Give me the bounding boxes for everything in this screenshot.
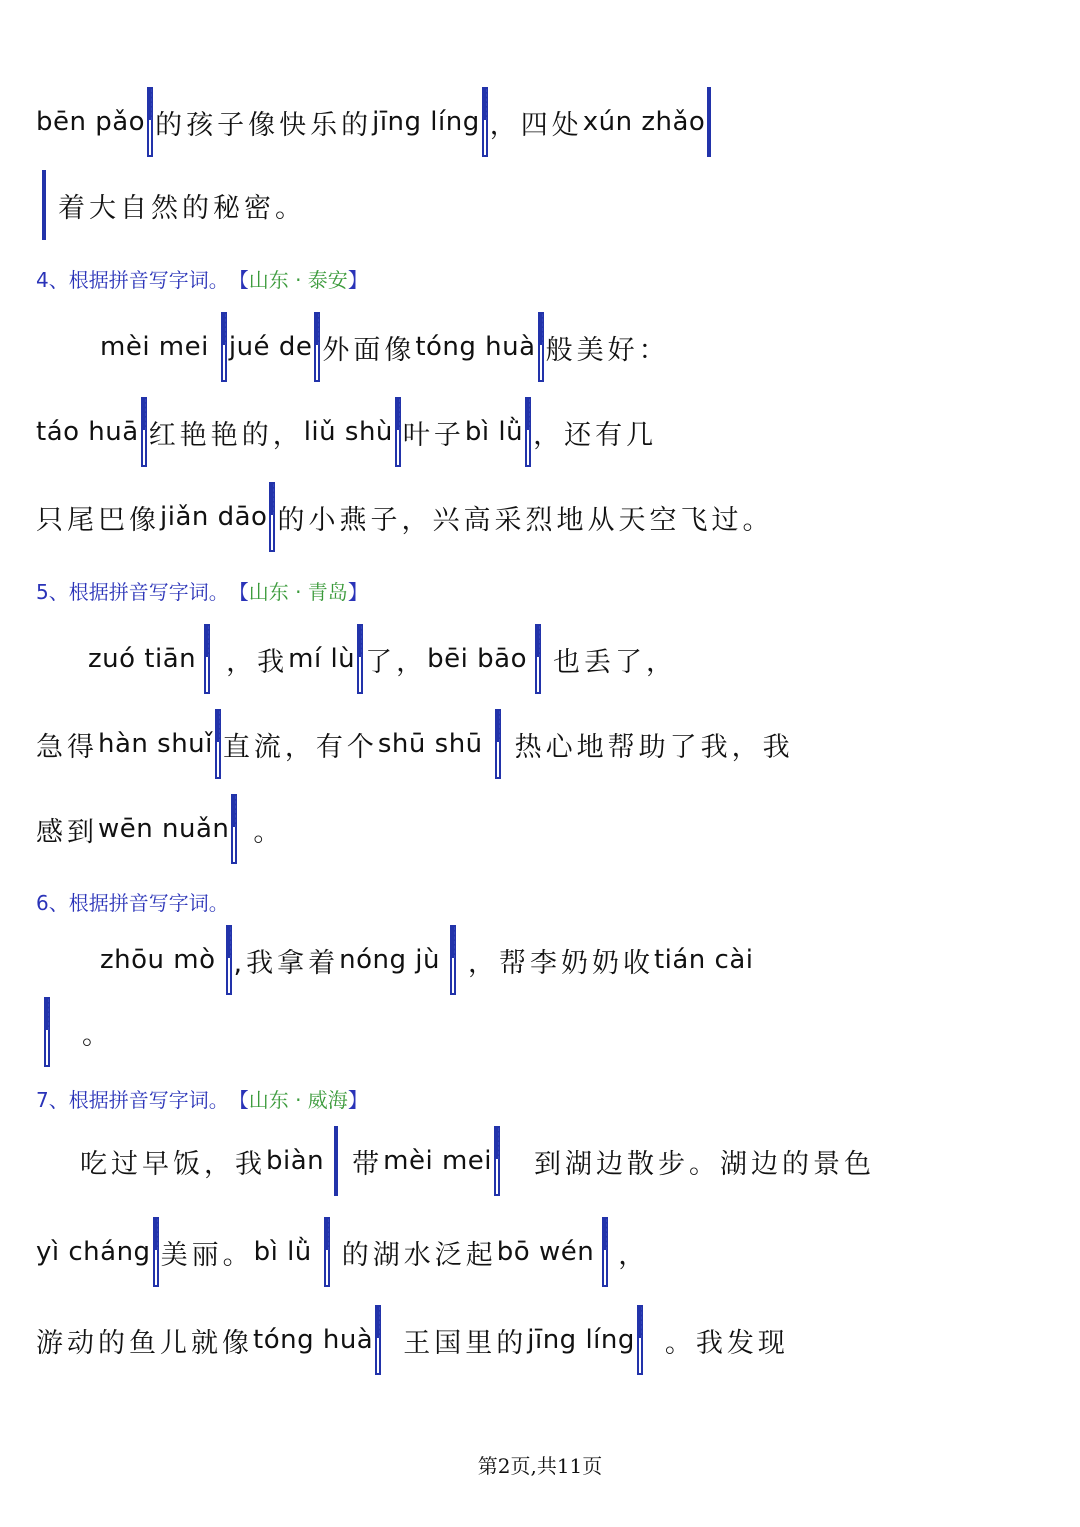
answer-box[interactable]	[269, 482, 275, 552]
answer-box[interactable]	[375, 1305, 381, 1375]
bracket: 【	[228, 580, 249, 604]
answer-line	[36, 794, 284, 864]
answer-box[interactable]	[221, 312, 227, 382]
pinyin-text: bēi bāo	[427, 644, 528, 674]
sentence-text: 也丢了，	[553, 646, 678, 678]
pinyin-text: xún zhǎo	[582, 107, 706, 137]
answer-box[interactable]	[535, 624, 541, 694]
sentence-text: 只尾巴像	[36, 504, 160, 536]
sentence-text: 带	[352, 1148, 384, 1180]
answer-box[interactable]	[226, 925, 232, 995]
pinyin-text: bēn pǎo	[36, 107, 146, 137]
sentence-text: ，我	[226, 646, 289, 678]
sentence-text: 的湖水泛起	[341, 1239, 497, 1271]
page-number-footer: 第2页,共11页	[477, 1454, 603, 1478]
source-location: 山东 · 泰安	[248, 268, 348, 292]
answer-line	[100, 925, 754, 995]
answer-box[interactable]	[204, 624, 210, 694]
sentence-text: 到湖边散步。湖边的景色	[534, 1148, 875, 1180]
question-title	[36, 576, 368, 605]
pinyin-text: zuó tiān	[88, 644, 197, 674]
answer-box[interactable]	[231, 794, 237, 864]
answer-line	[36, 397, 657, 467]
sentence-text: 感到	[36, 816, 98, 848]
answer-box[interactable]	[324, 1217, 330, 1287]
sentence-text: 王国里的	[403, 1327, 528, 1359]
bracket: 】	[347, 1088, 368, 1112]
answer-box[interactable]	[538, 312, 544, 382]
sentence-text: 美丽。	[160, 1239, 254, 1271]
answer-box[interactable]	[395, 397, 401, 467]
pinyin-text: táo huā	[36, 417, 139, 447]
sentence-text: 般美好：	[545, 334, 670, 366]
pinyin-text: shū shū	[377, 729, 483, 759]
pinyin-text: bì lǜ	[464, 417, 524, 447]
answer-box[interactable]	[314, 312, 320, 382]
pinyin-text: biàn	[266, 1146, 325, 1176]
answer-line	[36, 482, 773, 552]
answer-box[interactable]	[357, 624, 363, 694]
sentence-text: 吃过早饭，我	[80, 1148, 266, 1180]
bracket: 【	[228, 1088, 249, 1112]
pinyin-text: mèi mei	[383, 1146, 492, 1176]
pinyin-text: tóng huà	[253, 1325, 374, 1355]
pinyin-text: nóng jù	[339, 945, 440, 975]
sentence-text: ,我拿着	[233, 947, 340, 979]
pinyin-text: jīng líng	[372, 107, 480, 137]
question-title	[36, 1084, 368, 1113]
sentence-text: 。	[253, 816, 285, 848]
answer-box[interactable]	[42, 170, 46, 240]
sentence-text: ，还有几	[533, 419, 658, 451]
answer-box[interactable]	[707, 87, 711, 157]
pinyin-text: mèi mei	[100, 332, 209, 362]
sentence-text: 的小燕子，兴高采烈地从天空飞过。	[277, 504, 774, 536]
bracket: 】	[347, 268, 368, 292]
answer-box[interactable]	[495, 709, 501, 779]
source-location: 山东 · 威海	[248, 1088, 348, 1112]
answer-line	[100, 312, 670, 382]
question-title	[36, 264, 368, 293]
pinyin-text: bì lǜ	[253, 1237, 312, 1267]
pinyin-text: liǔ shù	[303, 417, 393, 447]
answer-line	[36, 709, 794, 779]
question-number-title: 5、根据拼音写字词。	[36, 580, 229, 604]
question-title	[36, 887, 229, 916]
pinyin-text: tóng huà	[415, 332, 536, 362]
pinyin-text: yì cháng	[36, 1237, 151, 1267]
sentence-text: 。我发现	[664, 1327, 789, 1359]
pinyin-text: hàn shuǐ	[98, 729, 213, 759]
pinyin-text: mí lù	[288, 644, 356, 674]
pinyin-text: jué de	[228, 332, 313, 362]
sentence-text: 红艳艳的，	[148, 419, 304, 451]
answer-box[interactable]	[602, 1217, 608, 1287]
sentence-text: 的孩子像快乐的	[155, 109, 373, 141]
pinyin-text: zhōu mò	[100, 945, 216, 975]
sentence-text: 叶子	[402, 419, 465, 451]
answer-box[interactable]	[215, 709, 221, 779]
sentence-text: 急得	[36, 731, 98, 763]
sentence-text: 。	[82, 1019, 113, 1051]
answer-box[interactable]	[525, 397, 531, 467]
answer-line	[36, 1217, 649, 1287]
sentence-text: ，帮李奶奶收	[467, 947, 654, 979]
sentence-text: 直流，有个	[222, 731, 378, 763]
sentence-text: 游动的鱼儿就像	[36, 1327, 253, 1359]
sentence-text: 了，	[365, 646, 428, 678]
pinyin-text: tián cài	[653, 945, 754, 975]
pinyin-text: bō wén	[496, 1237, 595, 1267]
answer-line	[88, 624, 677, 694]
sentence-text: 热心地帮助了我，我	[514, 731, 794, 763]
answer-line	[36, 87, 713, 157]
pinyin-text: wēn nuǎn	[98, 814, 230, 844]
answer-box[interactable]	[141, 397, 147, 467]
question-number-title: 4、根据拼音写字词。	[36, 268, 229, 292]
answer-box[interactable]	[450, 925, 456, 995]
bracket: 】	[347, 580, 368, 604]
answer-box[interactable]	[637, 1305, 643, 1375]
sentence-text: ，四处	[489, 109, 583, 141]
source-location: 山东 · 青岛	[248, 580, 348, 604]
answer-line	[42, 997, 113, 1067]
question-number-title: 6、根据拼音写字词。	[36, 891, 229, 915]
sentence-text: ，	[618, 1239, 650, 1271]
answer-box[interactable]	[153, 1217, 159, 1287]
answer-box[interactable]	[482, 87, 488, 157]
answer-box[interactable]	[334, 1126, 338, 1196]
sentence-text: 着大自然的秘密。	[58, 192, 306, 224]
sentence-text: 外面像	[322, 334, 416, 366]
pinyin-text: jiǎn dāo	[160, 502, 268, 532]
pinyin-text: jīng líng	[527, 1325, 635, 1355]
answer-line	[40, 170, 306, 240]
answer-line	[80, 1126, 875, 1196]
answer-line	[36, 1305, 789, 1375]
question-number-title: 7、根据拼音写字词。	[36, 1088, 229, 1112]
bracket: 【	[228, 268, 249, 292]
answer-box[interactable]	[147, 87, 153, 157]
answer-box[interactable]	[494, 1126, 500, 1196]
answer-box[interactable]	[44, 997, 50, 1067]
